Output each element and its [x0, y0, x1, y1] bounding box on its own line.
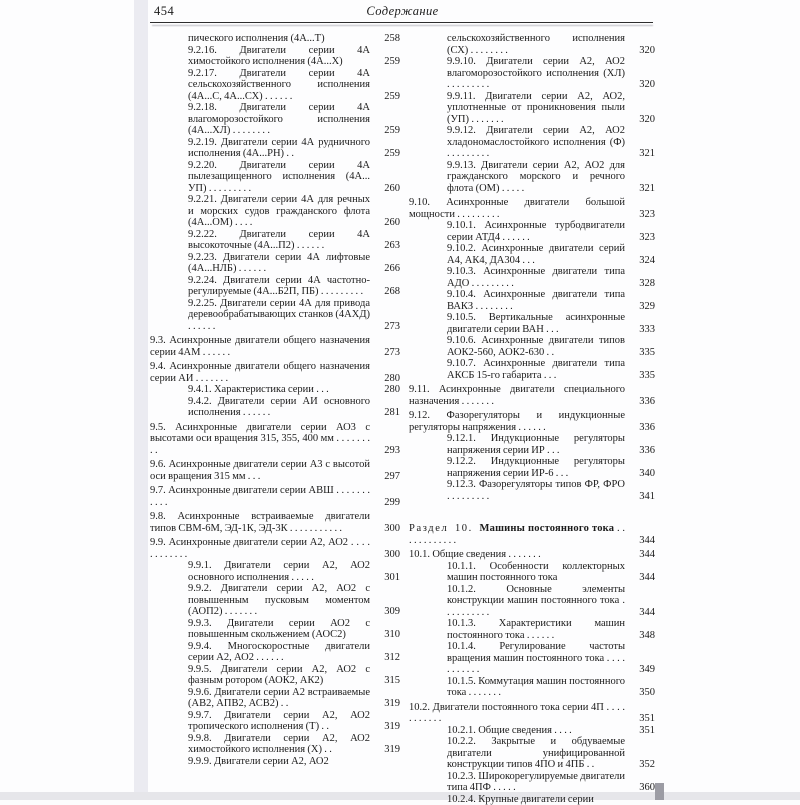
toc-entry-text: 9.2.17. Двигатели серии 4А сельскохозяйственного исполнения (4А...С, 4А...СХ) . . . . . . — [188, 68, 370, 103]
toc-entry-text: 9.12.2. Индукционные регуляторы напряжения серии ИР-6 . . . — [447, 456, 625, 479]
toc-entry — [409, 433, 655, 456]
toc-entry-text: 10.2. Двигатели постоянного тока серии 4П . . . . . . . . . . . — [409, 702, 625, 725]
toc-entry-text: 9.10.6. Асинхронные двигатели типов АОК2-560, АОК2-630 . . — [447, 335, 625, 358]
toc-page-ref: 321 — [639, 183, 655, 195]
toc-page-ref: 351 — [639, 713, 655, 725]
toc-entry — [150, 618, 400, 641]
page-header — [150, 4, 655, 21]
toc-page-ref: 260 — [384, 183, 400, 195]
toc-entry-text: 9.12. Фазорегуляторы и индукционные регуляторы напряжения . . . . . . — [409, 410, 625, 433]
toc-entry — [409, 197, 655, 220]
toc-entry-text: 9.9.9. Двигатели серии А2, АО2 — [188, 756, 370, 768]
toc-entry-text: 9.2.23. Двигатели серии 4А лифтовые (4А...НЛБ) . . . . . . — [188, 252, 370, 275]
toc-page-ref: 352 — [639, 759, 655, 771]
toc-page-ref: 293 — [384, 445, 400, 457]
toc-entry — [409, 618, 655, 641]
toc-heading-prefix: Раздел 10. — [409, 523, 480, 534]
toc-page-ref: 341 — [639, 491, 655, 503]
toc-entry — [150, 485, 400, 508]
toc-entry-text: 9.10.1. Асинхронные турбодвигатели серии АТД4 . . . . . . — [447, 220, 625, 243]
toc-entry-text: 9.2.22. Двигатели серии 4А высокоточные (4А...П2) . . . . . . — [188, 229, 370, 252]
toc-entry-text: 9.4.2. Двигатели серии АИ основного исполнения . . . . . . — [188, 396, 370, 419]
toc-entry-text: 9.10.2. Асинхронные двигатели серий А4, АК4, ДА304 . . . — [447, 243, 625, 266]
toc-page-ref: 268 — [384, 286, 400, 298]
header-rule — [150, 22, 653, 23]
toc-column-left — [150, 33, 400, 805]
toc-page-ref: 309 — [384, 606, 400, 618]
toc-page-ref: 344 — [639, 572, 655, 584]
page-number: 454 — [154, 4, 174, 19]
toc-entry — [150, 335, 400, 358]
toc-entry-text: 9.12.3. Фазорегуляторы типов ФР, ФРО . . . . . . . . . — [447, 479, 625, 502]
toc-entry — [150, 459, 400, 482]
toc-entry — [409, 479, 655, 502]
toc-entry — [150, 583, 400, 618]
toc-page-ref: 320 — [639, 114, 655, 126]
toc-page-ref: 312 — [384, 652, 400, 664]
toc-entry — [409, 794, 655, 805]
toc-entry — [409, 335, 655, 358]
toc-entry-text: 9.9. Асинхронные двигатели серии А2, АО2 . . . . . . . . . . . . — [150, 537, 370, 560]
toc-entry — [150, 102, 400, 137]
toc-entry — [409, 125, 655, 160]
toc-entry — [409, 456, 655, 479]
toc-page-ref: 321 — [639, 148, 655, 160]
toc-page-ref: 344 — [639, 549, 655, 561]
toc-page-ref: 336 — [639, 445, 655, 457]
toc-page-ref: 323 — [639, 209, 655, 221]
toc-page-ref: 360 — [639, 782, 655, 794]
toc-entry — [150, 384, 400, 396]
toc-entry — [150, 252, 400, 275]
toc-entry-text: 10.2.3. Широкорегулируемые двигатели типа 4ПФ . . . . . — [447, 771, 625, 794]
toc-page-ref: 300 — [384, 549, 400, 561]
toc-page-ref: 319 — [384, 698, 400, 710]
toc-page-ref: 335 — [639, 370, 655, 382]
toc-entry-text: 9.9.3. Двигатели серии АО2 с повышенным скольжением (АОС2) — [188, 618, 370, 641]
toc-page-ref: 350 — [639, 687, 655, 699]
toc-column-right — [409, 33, 655, 805]
page-left-edge-shadow — [134, 0, 148, 800]
toc-entry — [150, 756, 400, 768]
toc-entry-text: 9.12.1. Индукционные регуляторы напряжения серии ИР . . . — [447, 433, 625, 456]
toc-page-ref: 310 — [384, 629, 400, 641]
toc-entry-text: 9.2.18. Двигатели серии 4А влагоморозостойкого исполнения (4А...ХЛ) . . . . . . . . — [188, 102, 370, 137]
toc-page-ref: 323 — [639, 232, 655, 244]
toc-entry-text: 10.1.2. Основные элементы конструкции машин постоянного тока . . . . . . . . . . — [447, 584, 625, 619]
toc-entry — [150, 511, 400, 534]
toc-entry — [150, 229, 400, 252]
toc-entry-text: 9.8. Асинхронные встраиваемые двигатели типов СВМ-6М, ЭД-1К, ЭД-3К . . . . . . . . . . . — [150, 511, 370, 534]
toc-entry-text: 9.4.1. Характеристика серии . . . — [188, 384, 370, 396]
toc-entry — [150, 194, 400, 229]
toc-entry — [409, 312, 655, 335]
toc-entry-text: 10.2.2. Закрытые и обдуваемые двигатели унифицированной конструкции типов 4ПО и 4ПБ . . — [447, 736, 625, 771]
toc-page-ref: 259 — [384, 56, 400, 68]
toc-entry — [409, 641, 655, 676]
toc-page-ref: 348 — [639, 630, 655, 642]
toc-entry-text: пического исполнения (4А...Т) — [188, 33, 370, 45]
toc-page-ref: 299 — [384, 497, 400, 509]
toc-page-ref: 333 — [639, 324, 655, 336]
toc-page-ref: 320 — [639, 79, 655, 91]
toc-page-ref: 336 — [639, 422, 655, 434]
toc-entry — [150, 664, 400, 687]
toc-entry — [150, 45, 400, 68]
toc-entry — [409, 725, 655, 737]
toc-page-ref: 336 — [639, 396, 655, 408]
toc-entry — [150, 68, 400, 103]
toc-entry-text: 9.4. Асинхронные двигатели общего назначения серии АИ . . . . . . . — [150, 361, 370, 384]
toc-page-ref: 297 — [384, 471, 400, 483]
toc-page-ref: 260 — [384, 217, 400, 229]
toc-entry — [409, 702, 655, 725]
toc-entry — [409, 160, 655, 195]
toc-page-ref: 328 — [639, 278, 655, 290]
toc-entry — [409, 91, 655, 126]
toc-entry-text: 9.2.20. Двигатели серии 4А пылезащищенного исполнения (4А... УП) . . . . . . . . . — [188, 160, 370, 195]
toc-entry — [409, 220, 655, 243]
toc-entry-text: 9.9.7. Двигатели серии А2, АО2 тропического исполнения (Т) . . — [188, 710, 370, 733]
toc-entry-text: 9.9.5. Двигатели серии А2, АО2 с фазным ротором (АОК2, АК2) — [188, 664, 370, 687]
header-rule-shadow — [152, 25, 653, 26]
toc-entry — [150, 160, 400, 195]
toc-entry-text: 9.9.11. Двигатели серии А2, АО2, уплотненные от проникновения пыли (УП) . . . . . . . — [447, 91, 625, 126]
toc-entry — [150, 733, 400, 756]
toc-entry-text: 10.1.1. Особенности коллекторных машин постоянного тока — [447, 561, 625, 584]
toc-page-ref: 259 — [384, 148, 400, 160]
toc-entry-text: 9.9.13. Двигатели серии А2, АО2 для гражданского морского и речного флота (ОМ) . . . . . — [447, 160, 625, 195]
toc-section-heading — [409, 523, 655, 546]
toc-entry — [150, 687, 400, 710]
toc-entry-text: 9.10.3. Асинхронные двигатели типа АДО . . . . . . . . . — [447, 266, 625, 289]
toc-entry — [150, 710, 400, 733]
toc-page-ref: 280 — [384, 384, 400, 396]
toc-entry — [409, 289, 655, 312]
toc-entry — [409, 584, 655, 619]
toc-entry — [409, 33, 655, 56]
toc-entry — [409, 266, 655, 289]
toc-entry-text: 9.10.4. Асинхронные двигатели типа ВАКЗ . . . . . . . . — [447, 289, 625, 312]
toc-entry-text: 9.9.4. Многоскоростные двигатели серии А2, АО2 . . . . . . — [188, 641, 370, 664]
toc-entry — [409, 736, 655, 771]
toc-entry — [409, 561, 655, 584]
toc-entry — [409, 243, 655, 266]
toc-entry-text: 9.2.16. Двигатели серии 4А химостойкого исполнения (4А...Х) — [188, 45, 370, 68]
toc-columns — [150, 33, 655, 805]
toc-page-ref: 301 — [384, 572, 400, 584]
toc-page-ref: 344 — [639, 535, 655, 547]
toc-page-ref: 300 — [384, 523, 400, 535]
toc-entry-text: 9.2.21. Двигатели серии 4А для речных и морских судов гражданского флота (4А...ОМ) . . . . — [188, 194, 370, 229]
toc-entry-text: 10.2.4. Крупные двигатели серии — [447, 794, 625, 805]
toc-entry-text: 9.7. Асинхронные двигатели серии АВШ . . . . . . . . . . . — [150, 485, 370, 508]
toc-entry — [150, 298, 400, 333]
toc-entry-text: 10.1.5. Коммутация машин постоянного тока . . . . . . . — [447, 676, 625, 699]
toc-entry — [150, 33, 400, 45]
toc-entry-text: 9.9.8. Двигатели серии А2, АО2 химостойкого исполнения (Х) . . — [188, 733, 370, 756]
toc-entry-text: 9.10.7. Асинхронные двигатели типа АКСБ 15-го габарита . . . — [447, 358, 625, 381]
toc-entry — [150, 361, 400, 384]
toc-entry-text: 10.2.1. Общие сведения . . . . — [447, 725, 625, 737]
toc-page-ref: 281 — [384, 407, 400, 419]
toc-entry — [409, 410, 655, 433]
toc-page-ref: 273 — [384, 321, 400, 333]
toc-entry — [409, 384, 655, 407]
toc-entry — [409, 358, 655, 381]
toc-page-ref: 266 — [384, 263, 400, 275]
toc-entry-text: 9.10. Асинхронные двигатели большой мощности . . . . . . . . . — [409, 197, 625, 220]
toc-entry-text: 10.1.3. Характеристики машин постоянного тока . . . . . . — [447, 618, 625, 641]
toc-page-ref: 259 — [384, 125, 400, 137]
toc-entry — [150, 137, 400, 160]
toc-page-ref: 263 — [384, 240, 400, 252]
toc-heading-title: Машины постоянного тока — [480, 523, 615, 534]
running-title: Содержание — [150, 4, 655, 19]
toc-entry-text: Раздел 10. Машины постоянного тока . . . . . . . . . . . . — [409, 523, 625, 546]
toc-entry-text: 10.1. Общие сведения . . . . . . . — [409, 549, 625, 561]
toc-entry — [409, 771, 655, 794]
toc-entry — [409, 676, 655, 699]
toc-entry-text: 9.9.10. Двигатели серии А2, АО2 влагоморозостойкого исполнения (ХЛ) . . . . . . . . . — [447, 56, 625, 91]
toc-entry — [150, 422, 400, 457]
toc-entry — [150, 275, 400, 298]
toc-entry-text: 9.11. Асинхронные двигатели специального назначения . . . . . . . — [409, 384, 625, 407]
toc-page-ref: 340 — [639, 468, 655, 480]
toc-entry-text: 9.9.12. Двигатели серии А2, АО2 хладономаслостойкого исполнения (Ф) . . . . . . . . . — [447, 125, 625, 160]
toc-entry-text: 9.9.2. Двигатели серии А2, АО2 с повышенным пусковым моментом (АОП2) . . . . . . . — [188, 583, 370, 618]
page-content — [150, 4, 655, 21]
toc-page-ref: 319 — [384, 744, 400, 756]
toc-page-ref: 273 — [384, 347, 400, 359]
toc-entry-text: 9.3. Асинхронные двигатели общего назначения серии 4АМ . . . . . . — [150, 335, 370, 358]
toc-page-ref: 315 — [384, 675, 400, 687]
toc-entry-text: 9.5. Асинхронные двигатели серии АО3 с высотами оси вращения 315, 355, 400 мм . . . . . . . . . — [150, 422, 370, 457]
toc-entry — [150, 396, 400, 419]
toc-page-ref: 329 — [639, 301, 655, 313]
toc-entry-text: 9.2.24. Двигатели серии 4А частотно-регулируемые (4А...Б2П, ПБ) . . . . . . . . . — [188, 275, 370, 298]
toc-page-ref: 320 — [639, 45, 655, 57]
scan-corner-mark — [655, 783, 664, 800]
toc-page-ref: 351 — [639, 725, 655, 737]
toc-entry — [409, 549, 655, 561]
toc-page-ref: 319 — [384, 721, 400, 733]
toc-entry-text: 9.9.1. Двигатели серии А2, АО2 основного исполнения . . . . . — [188, 560, 370, 583]
toc-entry — [150, 641, 400, 664]
toc-page-ref: 259 — [384, 91, 400, 103]
toc-entry-text: 9.9.6. Двигатели серии А2 встраиваемые (АВ2, АПВ2, АСВ2) . . — [188, 687, 370, 710]
toc-entry-text: 9.6. Асинхронные двигатели серии А3 с высотой оси вращения 315 мм . . . — [150, 459, 370, 482]
toc-entry — [150, 560, 400, 583]
toc-entry-text: 10.1.4. Регулирование частоты вращения машин постоянного тока . . . . . . . . . . . — [447, 641, 625, 676]
toc-entry-text: 9.2.19. Двигатели серии 4А рудничного исполнения (4А...РН) . . — [188, 137, 370, 160]
toc-entry-text: сельскохозяйственного исполнения (СХ) . . . . . . . . — [447, 33, 625, 56]
toc-entry — [150, 537, 400, 560]
toc-page-ref: 344 — [639, 607, 655, 619]
toc-page-ref: 335 — [639, 347, 655, 359]
toc-page-ref: 280 — [384, 373, 400, 385]
toc-entry-text: 9.2.25. Двигатели серии 4А для привода деревообрабатывающих станков (4АХД) . . . . . . — [188, 298, 370, 333]
toc-section-gap — [409, 502, 655, 520]
toc-page-ref: 258 — [384, 33, 400, 45]
toc-page-ref: 324 — [639, 255, 655, 267]
toc-entry-text: 9.10.5. Вертикальные асинхронные двигатели серии ВАН . . . — [447, 312, 625, 335]
toc-page-ref: 349 — [639, 664, 655, 676]
toc-entry — [409, 56, 655, 91]
